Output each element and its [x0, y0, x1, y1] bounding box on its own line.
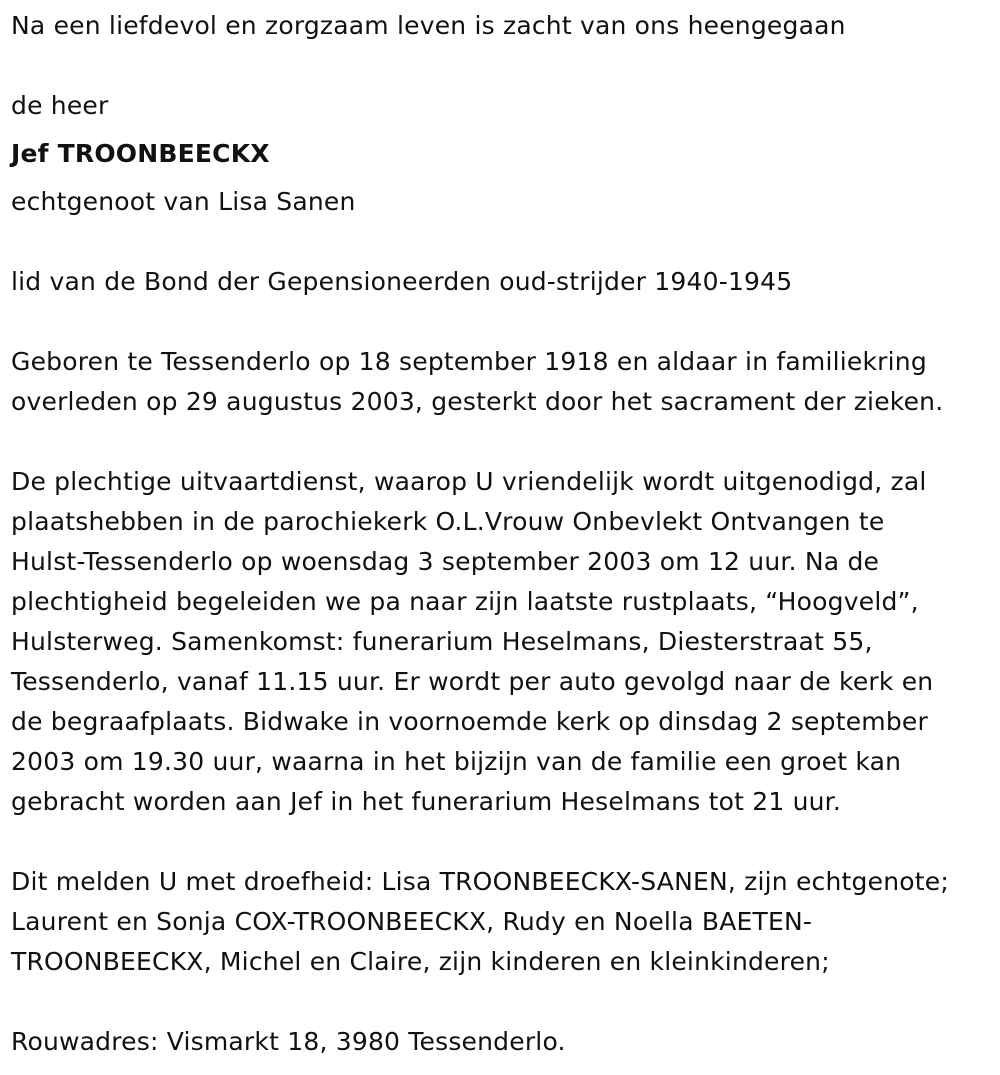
mourning-address: Rouwadres: Vismarkt 18, 3980 Tessenderlo.	[11, 1027, 566, 1056]
deceased-name: Jef TROONBEECKX	[11, 139, 270, 168]
spouse-text: echtgenoot van Lisa Sanen	[11, 187, 356, 216]
service-paragraph	[11, 462, 933, 822]
mourners-line: TROONBEECKX, Michel en Claire, zijn kinderen en kleinkinderen;	[11, 947, 830, 976]
service-line: Hulsterweg. Samenkomst: funerarium Heselmans, Diesterstraat 55,	[11, 627, 873, 656]
honorific-title: de heer	[11, 91, 109, 120]
mourners-line: Dit melden U met droefheid: Lisa TROONBEECKX-SANEN, zijn echtgenote;	[11, 867, 949, 896]
service-line: de begraafplaats. Bidwake in voornoemde kerk op dinsdag 2 september	[11, 707, 928, 736]
service-line: gebracht worden aan Jef in het funerarium Heselmans tot 21 uur.	[11, 787, 842, 816]
service-line: plechtigheid begeleiden we pa naar zijn laatste rustplaats, “Hoogveld”,	[11, 587, 919, 616]
service-line: Tessenderlo, vanaf 11.15 uur. Er wordt per auto gevolgd naar de kerk en	[11, 667, 934, 696]
service-line: Hulst-Tessenderlo op woensdag 3 september 2003 om 12 uur. Na de	[11, 547, 880, 576]
birth-death-line: Geboren te Tessenderlo op 18 september 1918 en aldaar in familiekring	[11, 347, 927, 376]
service-line: plaatshebben in de parochiekerk O.L.Vrouw Onbevlekt Ontvangen te	[11, 507, 885, 536]
service-line: 2003 om 19.30 uur, waarna in het bijzijn van de familie een groet kan	[11, 747, 902, 776]
birth-death-paragraph	[11, 342, 943, 422]
intro-text: Na een liefdevol en zorgzaam leven is zacht van ons heengegaan	[11, 11, 846, 40]
birth-death-line: overleden op 29 augustus 2003, gesterkt door het sacrament der zieken.	[11, 387, 944, 416]
membership-text: lid van de Bond der Gepensioneerden oud-strijder 1940-1945	[11, 267, 793, 296]
mourners-paragraph	[11, 862, 949, 982]
mourners-line: Laurent en Sonja COX-TROONBEECKX, Rudy en Noella BAETEN-	[11, 907, 813, 936]
service-line: De plechtige uitvaartdienst, waarop U vriendelijk wordt uitgenodigd, zal	[11, 467, 927, 496]
